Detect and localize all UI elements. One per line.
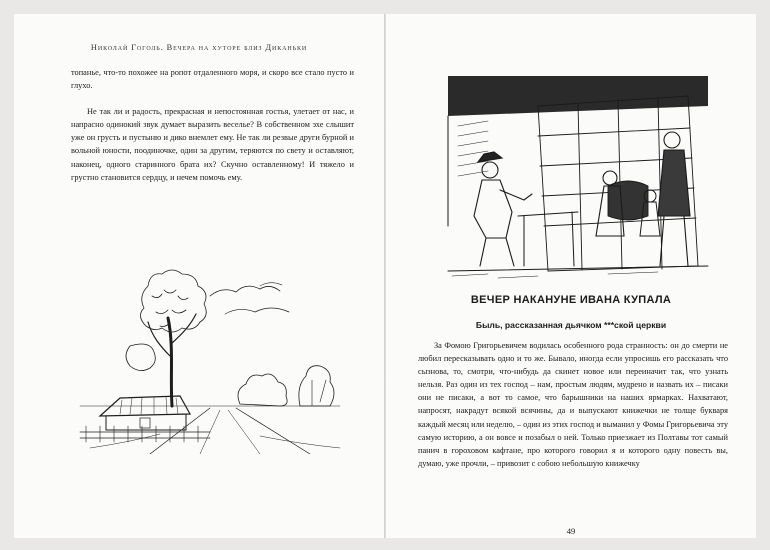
running-head: Николай Гоголь. Вечера на хуторе близ Диканьки	[90, 43, 308, 52]
paragraph: топанье, что-то похожее на ропот отдаленного моря, и скоро все стало пусто и глухо.	[71, 68, 354, 91]
page-number: 49	[566, 526, 576, 536]
left-page-text	[71, 66, 354, 184]
right-page	[386, 14, 756, 538]
chapter-title: ВЕЧЕР НАКАНУНЕ ИВАНА КУПАЛА	[470, 294, 672, 306]
paragraph: Не так ли и радость, прекрасная и непостоянная гостья, улетает от нас, и напрасно одинокий звук думает выразить веселье? В собственном эхе слышит уже он грусть и пустыню и дико внемлет ему. Не так ли резвые други бурной и вольной юности, поодиночке, один за другим, теряются по свету и оставляют, наконец, одного старинного брата их? Скучно оставленному! И тяжело и грустно становится сердцу, и нечем помочь ему.	[71, 107, 354, 182]
right-page-text	[418, 339, 728, 470]
chapter-subtitle: Быль, рассказанная дьячком ***ской церкви	[475, 320, 667, 330]
interior-illustration	[428, 66, 718, 284]
paragraph: За Фомою Григорьевичем водилась особенного рода странность: он до смерти не любил пересказывать одно и то же. Бывало, иногда если упросишь его рассказать что сызнова, то, смотри, что-нибудь да скинет новое или переиначит так, что узнать нельзя. Раз один из тех господ – нам, простым людям, мудрено и назвать их – писаки они не писаки, а вот то самое, что барышники на наших ярмарках. Нахватают, напросят, накрадут всякой всячины, да и выпускают книжечки не толще букваря каждый месяц или неделю, – один из этих господ и выманил у Фомы Григорьевича эту самую историю, а он вовсе и позабыл о ней. Только приезжает из Полтавы тот самый панич в гороховом кафтане, про которого говорил я и которого одну повесть вы, думаю, уже прочли, – привозит с собою небольшую книжечку	[418, 341, 728, 468]
landscape-illustration	[60, 226, 350, 454]
left-page	[14, 14, 384, 538]
